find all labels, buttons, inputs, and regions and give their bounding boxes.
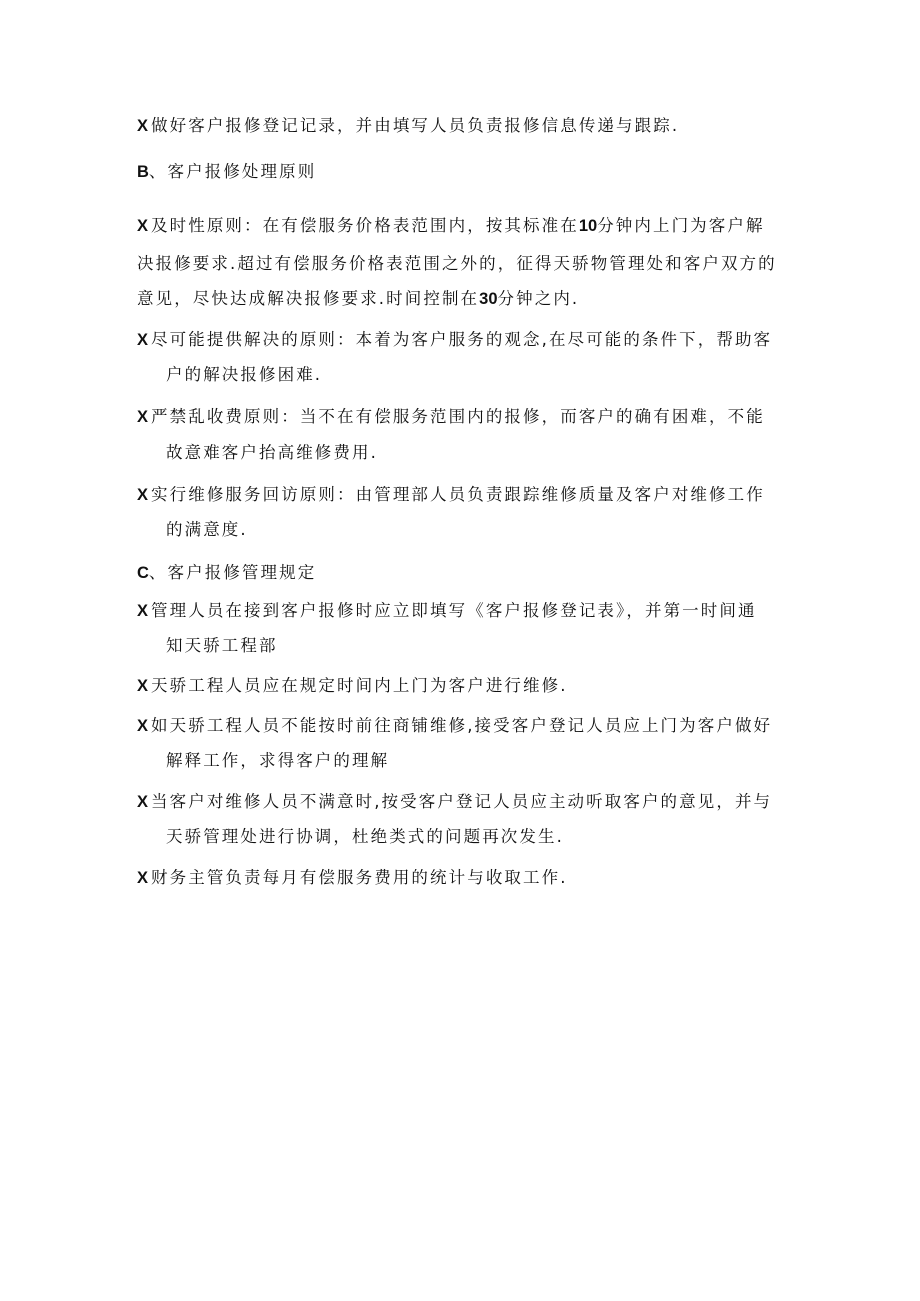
bullet-marker: X	[137, 408, 149, 426]
paragraph-text: 当客户对维修人员不满意时,按受客户登记人员应主动听取客户的意见，并与	[151, 792, 773, 811]
paragraph-line	[137, 715, 772, 737]
paragraph-text: 的满意度.	[166, 520, 248, 539]
paragraph-continuation	[166, 364, 322, 386]
paragraph-text: 管理人员在接到客户报修时应立即填写《客户报修登记表》，并第一时间通	[151, 601, 757, 620]
section-heading-text: 、客户报修处理原则	[148, 162, 317, 181]
paragraph-line	[137, 791, 772, 813]
bullet-marker: X	[137, 486, 149, 504]
bullet-marker: X	[137, 217, 149, 235]
paragraph-continuation	[166, 826, 564, 848]
paragraph-text: 知天骄工程部	[166, 636, 278, 655]
paragraph-line	[137, 115, 679, 137]
paragraph-continuation	[166, 442, 378, 464]
bullet-marker: X	[137, 717, 149, 735]
section-letter: B	[137, 163, 149, 181]
paragraph-text: 故意难客户抬高维修费用.	[166, 443, 378, 462]
bullet-marker: X	[137, 602, 149, 620]
section-heading-b	[137, 161, 316, 183]
paragraph-text: 如天骄工程人员不能按时前往商铺维修,接受客户登记人员应上门为客户做好	[151, 716, 773, 735]
paragraph-continuation	[137, 288, 579, 310]
bullet-marker: X	[137, 331, 149, 349]
paragraph-line	[137, 600, 757, 622]
bullet-marker: X	[137, 117, 149, 135]
bullet-marker: X	[137, 677, 149, 695]
section-heading-c	[137, 562, 316, 584]
paragraph-text: 分钟之内.	[497, 289, 580, 308]
paragraph-text: 及时性原则：在有偿服务价格表范围内，按其标准在	[151, 216, 579, 235]
number-text: 30	[479, 290, 498, 308]
section-heading-text: 、客户报修管理规定	[148, 563, 317, 582]
paragraph-text: 解释工作，求得客户的理解	[166, 751, 390, 770]
paragraph-line	[137, 215, 765, 237]
paragraph-text: 决报修要求.超过有偿服务价格表范围之外的，征得天骄物管理处和客户双方的	[137, 254, 777, 273]
paragraph-text: 分钟内上门为客户解	[597, 216, 765, 235]
paragraph-continuation	[166, 635, 278, 657]
paragraph-line	[137, 867, 568, 889]
bullet-marker: X	[137, 793, 149, 811]
paragraph-continuation	[137, 253, 777, 275]
paragraph-continuation	[166, 519, 248, 541]
paragraph-line	[137, 329, 772, 351]
paragraph-text: 尽可能提供解决的原则：本着为客户服务的观念,在尽可能的条件下，帮助客	[151, 330, 773, 349]
paragraph-text: 实行维修服务回访原则：由管理部人员负责跟踪维修质量及客户对维修工作	[151, 485, 765, 504]
paragraph-continuation	[166, 750, 389, 772]
section-letter: C	[137, 564, 149, 582]
paragraph-text: 意见，尽快达成解决报修要求.时间控制在	[137, 289, 480, 308]
bullet-marker: X	[137, 869, 149, 887]
paragraph-line	[137, 406, 765, 428]
paragraph-line	[137, 675, 568, 697]
paragraph-line	[137, 484, 765, 506]
number-text: 10	[578, 217, 598, 235]
paragraph-text: 严禁乱收费原则：当不在有偿服务范围内的报修，而客户的确有困难，不能	[151, 407, 765, 426]
paragraph-text: 做好客户报修登记记录，并由填写人员负责报修信息传递与跟踪.	[151, 116, 680, 135]
paragraph-text: 财务主管负责每月有偿服务费用的统计与收取工作.	[151, 868, 568, 887]
paragraph-text: 天骄工程人员应在规定时间内上门为客户进行维修.	[151, 676, 568, 695]
paragraph-text: 天骄管理处进行协调，杜绝类式的问题再次发生.	[166, 827, 564, 846]
paragraph-text: 户的解决报修困难.	[166, 365, 323, 384]
